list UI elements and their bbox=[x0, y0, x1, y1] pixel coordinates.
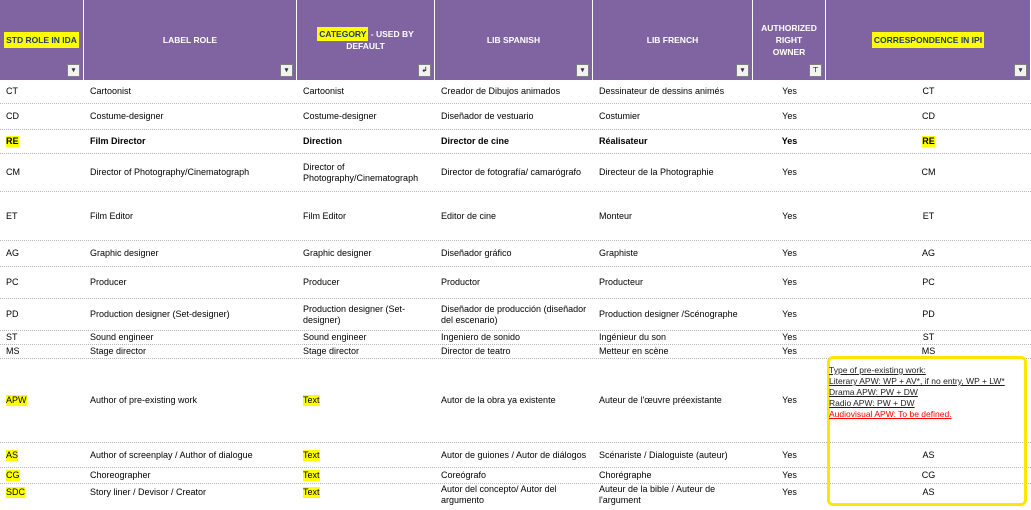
french-cell[interactable]: Scénariste / Dialoguiste (auteur) bbox=[599, 449, 728, 460]
std-role-cell[interactable]: PC bbox=[6, 277, 19, 287]
label-role-cell[interactable]: Production designer (Set-designer) bbox=[90, 309, 230, 319]
category-cell[interactable] bbox=[297, 443, 435, 467]
spanish-cell[interactable]: Editor de cine bbox=[441, 210, 497, 221]
header-lib-french[interactable] bbox=[593, 0, 753, 80]
french-cell[interactable]: Directeur de la Photographie bbox=[599, 167, 714, 177]
std-role-cell[interactable] bbox=[0, 443, 84, 467]
header-label-role[interactable] bbox=[84, 0, 297, 80]
ipi-cell[interactable]: MS bbox=[921, 346, 936, 356]
category-cell[interactable]: Graphic designer bbox=[303, 248, 372, 258]
category-cell[interactable]: Sound engineer bbox=[303, 332, 367, 342]
ipi-cell[interactable]: ST bbox=[922, 332, 935, 342]
category-cell[interactable]: Costume-designer bbox=[303, 111, 377, 121]
label-role-cell[interactable]: Author of screenplay / Author of dialogue bbox=[90, 449, 253, 460]
spanish-cell[interactable]: Ingeniero de sonido bbox=[441, 332, 521, 342]
spanish-cell[interactable]: Diseñador gráfico bbox=[441, 248, 512, 258]
label-role-cell[interactable]: Graphic designer bbox=[90, 248, 159, 258]
note-line: Literary APW: WP + AV*, if no entry, WP + LW* bbox=[829, 376, 1005, 386]
label-role-cell[interactable]: Author of pre-existing work bbox=[90, 395, 198, 405]
filter-dropdown-icon[interactable]: ▾ bbox=[736, 64, 749, 77]
table-row[interactable] bbox=[0, 154, 1031, 192]
note-line: Drama APW: PW + DW bbox=[829, 387, 918, 397]
french-cell[interactable]: Graphiste bbox=[599, 248, 639, 258]
authorized-cell[interactable]: Yes bbox=[782, 210, 797, 221]
std-role-code: CG bbox=[6, 470, 20, 480]
french-cell[interactable]: Dessinateur de dessins animés bbox=[599, 86, 725, 96]
std-role-cell[interactable] bbox=[0, 484, 84, 510]
ipi-cell[interactable]: ET bbox=[922, 210, 935, 221]
std-role-cell[interactable]: ST bbox=[6, 332, 18, 342]
french-cell[interactable]: Producteur bbox=[599, 277, 644, 287]
category-text: Text bbox=[303, 470, 320, 480]
std-role-cell[interactable]: ET bbox=[6, 210, 18, 221]
header-std-role-label: STD ROLE IN IDA bbox=[4, 32, 79, 48]
filter-dropdown-icon[interactable]: ▾ bbox=[67, 64, 80, 77]
authorized-cell[interactable]: Yes bbox=[782, 309, 797, 319]
spanish-cell[interactable]: Productor bbox=[441, 277, 481, 287]
std-role-cell[interactable] bbox=[0, 468, 84, 483]
category-text: Text bbox=[303, 487, 320, 497]
label-role-cell[interactable]: Stage director bbox=[90, 346, 147, 356]
spanish-cell[interactable]: Director de teatro bbox=[441, 346, 511, 356]
spanish-cell[interactable]: Autor de la obra ya existente bbox=[441, 395, 556, 405]
apw-note[interactable] bbox=[829, 365, 1024, 420]
authorized-cell[interactable]: Yes bbox=[782, 111, 797, 121]
std-role-code: RE bbox=[6, 136, 19, 146]
std-role-cell[interactable]: MS bbox=[6, 346, 20, 356]
label-role-cell[interactable]: Producer bbox=[90, 277, 127, 287]
ipi-cell[interactable]: CT bbox=[922, 86, 935, 96]
french-cell[interactable]: Auteur de la bible / Auteur de l'argument bbox=[599, 484, 716, 505]
std-role-code: AS bbox=[6, 449, 19, 460]
table-row[interactable] bbox=[0, 104, 1031, 130]
filter-sort-icon[interactable]: ↲ bbox=[418, 64, 431, 77]
authorized-cell[interactable]: Yes bbox=[782, 470, 797, 480]
label-role-cell[interactable]: Cartoonist bbox=[90, 86, 132, 96]
header-correspondence[interactable] bbox=[826, 0, 1031, 80]
category-cell[interactable]: Cartoonist bbox=[303, 86, 345, 96]
table-row[interactable] bbox=[0, 331, 1031, 345]
authorized-cell[interactable]: Yes bbox=[782, 248, 797, 258]
authorized-cell[interactable]: Yes bbox=[782, 487, 797, 497]
filter-dropdown-icon[interactable]: ▾ bbox=[1014, 64, 1027, 77]
table-row[interactable] bbox=[0, 130, 1031, 154]
header-lib-spanish-label: LIB SPANISH bbox=[486, 35, 541, 45]
label-role-cell[interactable]: Sound engineer bbox=[90, 332, 154, 342]
french-cell[interactable]: Chorégraphe bbox=[599, 470, 652, 480]
french-cell[interactable]: Réalisateur bbox=[599, 136, 648, 146]
std-role-code: SDC bbox=[6, 487, 26, 497]
std-role-cell[interactable]: CD bbox=[6, 111, 19, 121]
authorized-cell[interactable]: Yes bbox=[782, 277, 797, 287]
std-role-code: APW bbox=[6, 395, 27, 405]
std-role-cell[interactable]: CT bbox=[6, 86, 18, 96]
ipi-cell[interactable]: CD bbox=[922, 111, 935, 121]
authorized-cell[interactable]: Yes bbox=[782, 395, 797, 405]
filter-active-icon[interactable]: ⊤ bbox=[809, 64, 822, 77]
std-role-cell[interactable]: PD bbox=[6, 309, 19, 319]
note-line: Radio APW: PW + DW bbox=[829, 398, 915, 408]
table-row[interactable] bbox=[0, 80, 1031, 104]
header-lib-spanish[interactable] bbox=[435, 0, 593, 80]
label-role-cell[interactable]: Film Director bbox=[90, 136, 146, 146]
ipi-cell[interactable]: AS bbox=[922, 487, 935, 497]
ipi-code: RE bbox=[922, 136, 935, 146]
spanish-cell[interactable]: Coreógrafo bbox=[441, 470, 487, 480]
spanish-cell[interactable]: Autor del concepto/ Autor del argumento bbox=[441, 484, 557, 505]
authorized-cell[interactable]: Yes bbox=[782, 86, 797, 96]
std-role-cell[interactable]: AG bbox=[6, 248, 20, 258]
header-authorized-label: AUTHORIZED RIGHT OWNER bbox=[761, 23, 817, 57]
spanish-cell[interactable]: Director de fotografía/ camarógrafo bbox=[441, 167, 582, 177]
authorized-cell[interactable]: Yes bbox=[782, 449, 797, 460]
authorized-cell[interactable]: Yes bbox=[782, 346, 797, 356]
table-row[interactable] bbox=[0, 241, 1031, 267]
category-cell[interactable]: Production designer (Set-designer) bbox=[303, 303, 406, 325]
ipi-cell[interactable]: CG bbox=[921, 470, 936, 480]
spanish-cell[interactable]: Diseñador de vestuario bbox=[441, 111, 534, 121]
note-line: Type of pre-existing work: bbox=[829, 365, 926, 375]
spanish-cell[interactable]: Director de cine bbox=[441, 136, 510, 146]
french-cell[interactable]: Ingénieur du son bbox=[599, 332, 667, 342]
header-correspondence-label: CORRESPONDENCE IN IPI bbox=[872, 32, 984, 48]
ipi-cell[interactable]: AS bbox=[922, 449, 935, 460]
filter-dropdown-icon[interactable]: ▾ bbox=[576, 64, 589, 77]
category-cell[interactable]: Producer bbox=[303, 277, 340, 287]
spanish-cell[interactable]: Creador de Dibujos animados bbox=[441, 86, 561, 96]
header-authorized[interactable] bbox=[753, 0, 826, 80]
note-line-warning: Audiovisual APW: To be defined. bbox=[829, 409, 952, 419]
header-label-role-label: LABEL ROLE bbox=[162, 35, 218, 45]
french-cell[interactable]: Production designer /Scénographe bbox=[599, 309, 738, 319]
category-cell[interactable]: Film Editor bbox=[303, 210, 347, 221]
header-std-role[interactable] bbox=[0, 0, 84, 80]
label-role-cell[interactable]: Choreographer bbox=[90, 470, 151, 480]
category-cell[interactable] bbox=[297, 484, 435, 510]
ipi-cell[interactable] bbox=[826, 130, 1031, 153]
ipi-cell[interactable]: AG bbox=[921, 248, 935, 258]
authorized-cell[interactable]: Yes bbox=[781, 136, 798, 146]
std-role-cell[interactable] bbox=[0, 130, 84, 153]
category-cell[interactable]: Stage director bbox=[303, 346, 360, 356]
label-role-cell[interactable]: Story liner / Devisor / Creator bbox=[90, 487, 207, 497]
ipi-cell[interactable]: PD bbox=[922, 309, 935, 319]
spanish-cell[interactable]: Diseñador de producción (diseñador del escenario) bbox=[441, 303, 587, 325]
filter-dropdown-icon[interactable]: ▾ bbox=[280, 64, 293, 77]
category-text: Text bbox=[303, 449, 320, 460]
french-cell[interactable]: Auteur de l'œuvre préexistante bbox=[599, 395, 722, 405]
table-row[interactable] bbox=[0, 192, 1031, 241]
french-cell[interactable]: Metteur en scène bbox=[599, 346, 669, 356]
label-role-cell[interactable]: Director of Photography/Cinematograph bbox=[90, 167, 250, 177]
std-role-cell[interactable]: CM bbox=[6, 167, 20, 177]
spanish-cell[interactable]: Autor de guiones / Autor de diálogos bbox=[441, 449, 587, 460]
french-cell[interactable]: Costumier bbox=[599, 111, 641, 121]
std-role-cell[interactable] bbox=[0, 359, 84, 442]
category-cell[interactable] bbox=[297, 468, 435, 483]
label-role-cell[interactable]: Costume-designer bbox=[90, 111, 164, 121]
header-category[interactable] bbox=[297, 0, 435, 80]
table-row[interactable] bbox=[0, 299, 1031, 331]
category-cell[interactable] bbox=[297, 359, 435, 442]
table-row[interactable] bbox=[0, 267, 1031, 299]
ipi-cell[interactable]: CM bbox=[921, 167, 936, 177]
category-cell[interactable]: Director of Photography/Cinematograph bbox=[303, 161, 419, 183]
authorized-cell[interactable]: Yes bbox=[782, 332, 797, 342]
header-category-label: CATEGORY - USED BY DEFAULT bbox=[319, 29, 414, 51]
category-cell[interactable]: Direction bbox=[303, 136, 343, 146]
category-text: Text bbox=[303, 395, 320, 405]
authorized-cell[interactable]: Yes bbox=[782, 167, 797, 177]
header-lib-french-label: LIB FRENCH bbox=[646, 35, 699, 45]
french-cell[interactable]: Monteur bbox=[599, 210, 633, 221]
label-role-cell[interactable]: Film Editor bbox=[90, 210, 134, 221]
ipi-cell[interactable]: PC bbox=[922, 277, 935, 287]
